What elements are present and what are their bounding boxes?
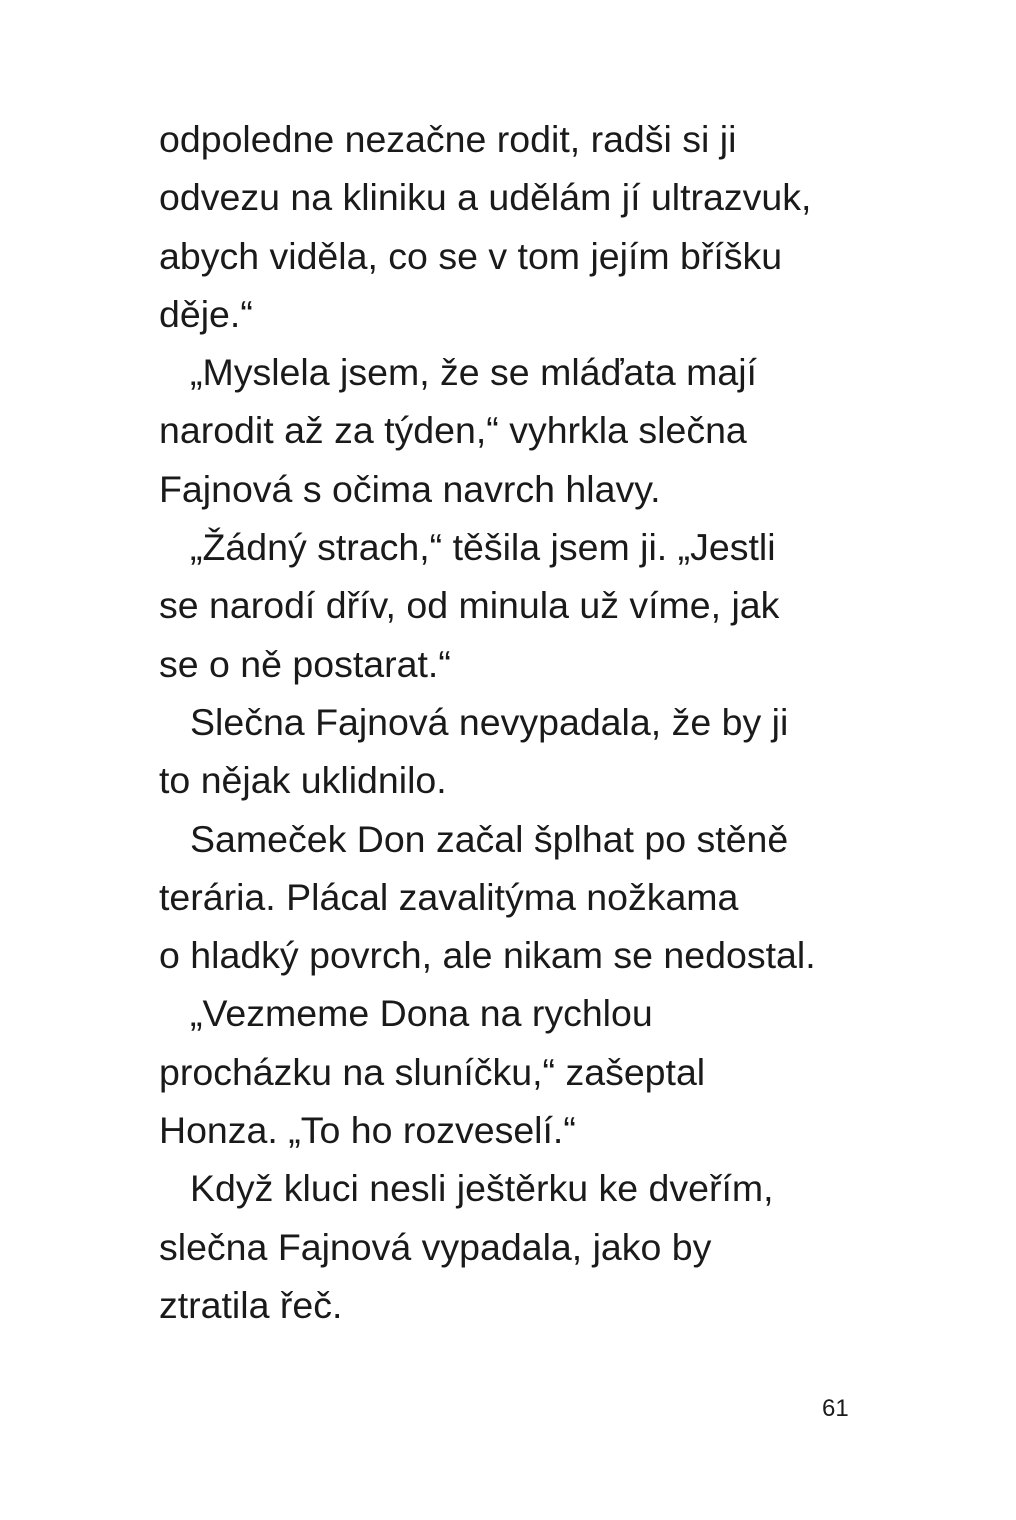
text-line: děje.“ xyxy=(159,292,253,335)
text-line: Fajnová s očima navrch hlavy. xyxy=(159,467,661,510)
text-line: „Vezmeme Dona na rychlou xyxy=(190,992,653,1035)
text-line: Slečna Fajnová nevypadala, že by ji xyxy=(190,700,789,743)
text-line: Když kluci nesli ještěrku ke dveřím, xyxy=(190,1167,774,1210)
body-text xyxy=(159,110,899,1334)
text-line: se narodí dřív, od minula už víme, jak xyxy=(159,584,780,627)
text-line: to nějak uklidnilo. xyxy=(159,759,447,802)
text-line: odpoledne nezačne rodit, radši si ji xyxy=(159,118,737,160)
page-number: 61 xyxy=(822,1395,849,1422)
text-line: procházku na sluníčku,“ zašeptal xyxy=(159,1050,706,1093)
text-line: odvezu na kliniku a udělám jí ultrazvuk, xyxy=(159,176,812,219)
text-line: ztratila řeč. xyxy=(159,1283,343,1326)
text-line: abych viděla, co se v tom jejím bříšku xyxy=(159,234,783,277)
text-line: terária. Plácal zavalitýma nožkama xyxy=(159,875,739,918)
text-line: slečna Fajnová vypadala, jako by xyxy=(159,1225,712,1268)
text-line: se o ně postarat.“ xyxy=(159,642,451,685)
text-line: Honza. „To ho rozveselí.“ xyxy=(159,1109,576,1152)
text-line: narodit až za týden,“ vyhrkla slečna xyxy=(159,409,747,452)
text-line: Sameček Don začal šplhat po stěně xyxy=(190,817,789,860)
text-line: „Myslela jsem, že se mláďata mají xyxy=(190,351,757,394)
text-line: „Žádný strach,“ těšila jsem ji. „Jestli xyxy=(190,526,776,569)
text-line: o hladký povrch, ale nikam se nedostal. xyxy=(159,934,816,977)
